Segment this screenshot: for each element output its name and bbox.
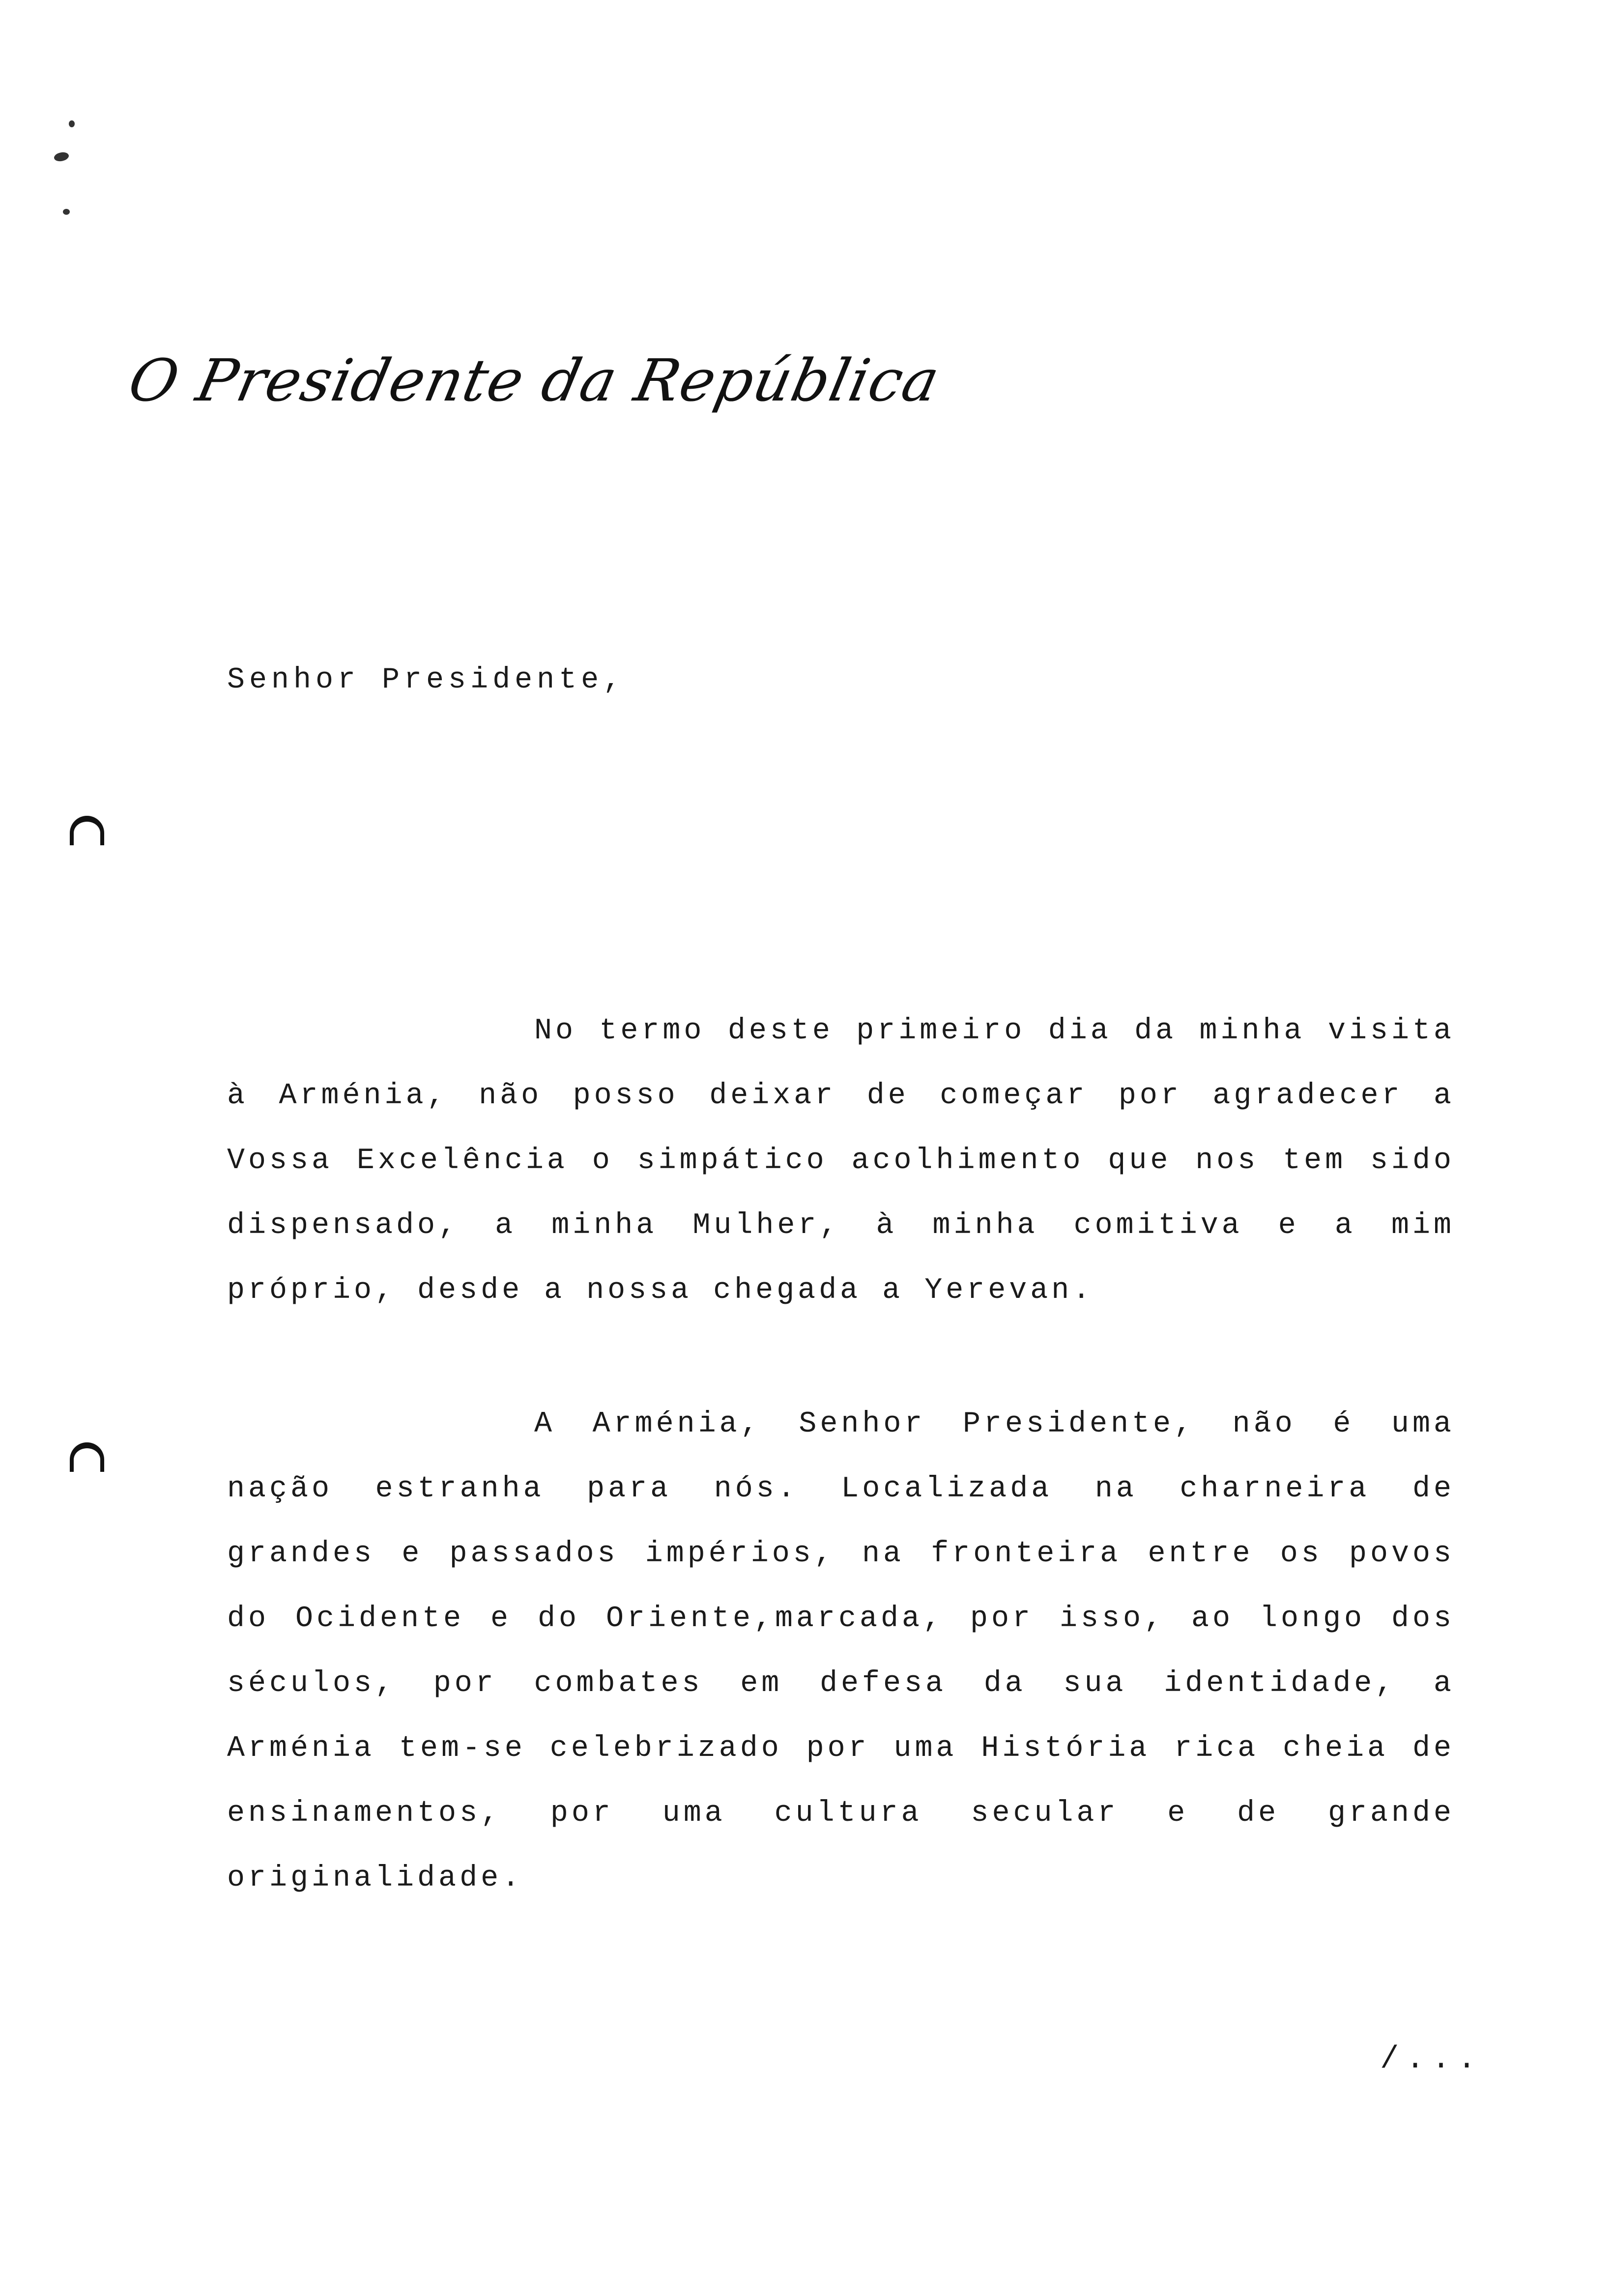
paragraph-text: A Arménia, Senhor Presidente, não é uma nação estranha para nós. Localizada na charneira de grandes e passados impérios, na fronteira entre os povos do Ocidente e do Oriente,marcada, por isso, ao longo dos séculos, por combates em defesa da sua identidade, a Arménia tem-se celebrizado por uma História rica cheia de ensinamentos, por uma cultura secular e de grande originalidade.	[227, 1407, 1455, 1895]
continuation-mark: /...	[1380, 2042, 1483, 2077]
punch-hole-mark	[70, 816, 104, 845]
paragraph	[227, 999, 1455, 1323]
scan-speck	[53, 150, 70, 163]
paragraph-text: No termo deste primeiro dia da minha visita à Arménia, não posso deixar de começar por agradecer a Vossa Excelência o simpático acolhimento que nos tem sido dispensado, a minha Mulher, à minha comitiva e a mim próprio, desde a nossa chegada a Yerevan.	[227, 1014, 1455, 1307]
scan-speck	[63, 209, 70, 215]
paragraph	[227, 1392, 1455, 1911]
letterhead-title: O Presidente da República	[123, 346, 946, 414]
salutation: Senhor Presidente,	[227, 663, 626, 697]
punch-hole-mark	[70, 1442, 104, 1472]
scan-speck	[69, 120, 75, 127]
